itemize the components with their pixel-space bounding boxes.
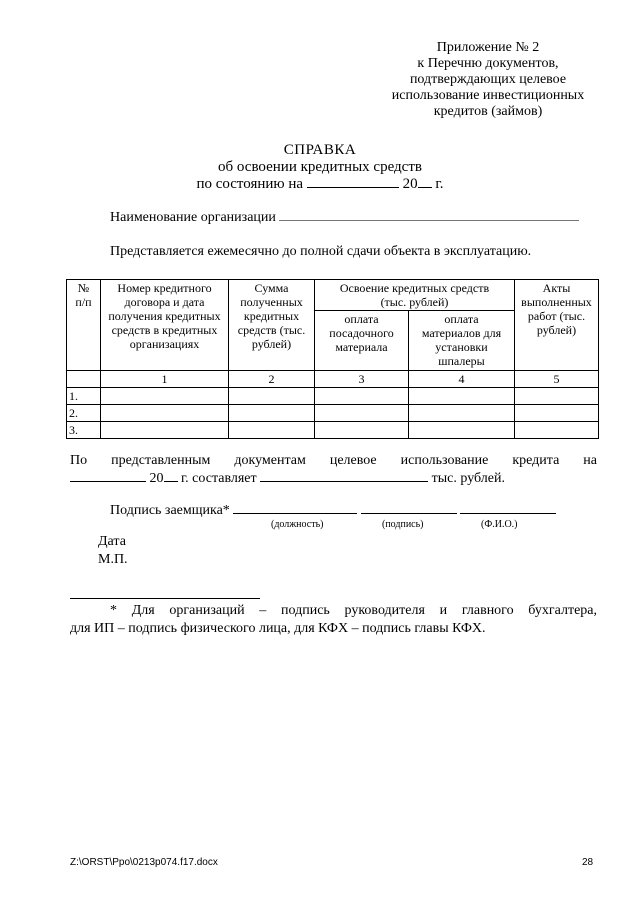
header-seedlings: оплата посадочного материала — [315, 311, 409, 371]
title-subtitle: об освоении кредитных средств — [218, 159, 422, 175]
table-cell — [409, 422, 515, 439]
table-cell — [67, 371, 101, 388]
appendix-line: подтверждающих целевое — [409, 72, 567, 87]
caption-name: (Ф.И.О.) — [481, 519, 518, 530]
organization-blank — [279, 220, 579, 221]
table-cell — [515, 405, 599, 422]
table-row — [67, 388, 599, 405]
appendix-line: кредитов (займов) — [433, 104, 543, 119]
footer-file-path: Z:\ORST\Ppo\0213p074.f17.docx — [70, 857, 218, 868]
usage-line-1: По представленным документам целевое использование кредита на — [70, 453, 597, 468]
caption-position: (должность) — [271, 519, 324, 530]
table-cell: 2. — [67, 405, 101, 422]
footnote-line-2: для ИП – подпись физического лица, для КФХ – подпись главы КФХ. — [70, 621, 486, 636]
footnote — [70, 602, 597, 638]
table-row — [67, 405, 599, 422]
date-label: Дата — [98, 534, 126, 549]
date-blank — [70, 481, 146, 482]
table-cell — [409, 405, 515, 422]
table-cell — [315, 388, 409, 405]
date-blank — [307, 187, 399, 188]
footnote-divider — [70, 598, 260, 599]
appendix-header — [368, 40, 608, 120]
table-cell — [409, 388, 515, 405]
year-blank — [418, 187, 432, 188]
signature-label: Подпись заемщика* — [110, 503, 230, 518]
table-cell — [229, 388, 315, 405]
appendix-line: к Перечню документов, — [417, 56, 559, 71]
header-development: Освоение кредитных средств (тыс. рублей) — [315, 280, 515, 311]
organization-label: Наименование организации — [110, 210, 276, 225]
date-stamp-block — [98, 533, 128, 569]
header-num: № п/п — [67, 280, 101, 371]
stamp-label: М.П. — [98, 552, 128, 567]
credit-table — [66, 279, 599, 439]
appendix-line: использование инвестиционных — [391, 88, 585, 103]
table-cell — [101, 405, 229, 422]
title-main: СПРАВКА — [283, 142, 357, 158]
table-cell — [101, 422, 229, 439]
table-cell — [515, 422, 599, 439]
usage-line-2: 20 г. составляет тыс. рублей. — [70, 470, 597, 488]
year-blank — [164, 481, 178, 482]
header-sum: Сумма полученных кредитных средств (тыс. рублей) — [229, 280, 315, 371]
table-cell: 1 — [101, 371, 229, 388]
organization-line — [110, 210, 579, 226]
table-cell: 3 — [315, 371, 409, 388]
table-cell — [229, 405, 315, 422]
document-title — [0, 142, 640, 193]
table-cell — [229, 422, 315, 439]
table-cell — [315, 422, 409, 439]
caption-signature: (подпись) — [382, 519, 424, 530]
table-row — [67, 422, 599, 439]
table-column-numbers — [67, 371, 599, 388]
table-cell: 2 — [229, 371, 315, 388]
header-trellis: оплата материалов для установки шпалеры — [409, 311, 515, 371]
table-cell: 4 — [409, 371, 515, 388]
table-cell — [515, 388, 599, 405]
footnote-line-1: * Для организаций – подпись руководителя и главного бухгалтера, — [110, 603, 597, 618]
table-cell — [101, 388, 229, 405]
table-cell — [315, 405, 409, 422]
submission-note: Представляется ежемесячно до полной сдачи объекта в эксплуатацию. — [110, 244, 532, 259]
table-header-row — [67, 280, 599, 311]
header-acts: Акты выполненных работ (тыс. рублей) — [515, 280, 599, 371]
position-blank — [233, 513, 357, 514]
footer-page-number: 28 — [582, 857, 594, 868]
table-cell: 3. — [67, 422, 101, 439]
title-date-line: по состоянию на 20 г. — [196, 176, 444, 192]
amount-blank — [260, 481, 428, 482]
usage-statement — [70, 452, 597, 488]
table-cell: 1. — [67, 388, 101, 405]
signature-line — [110, 503, 556, 519]
appendix-line: Приложение № 2 — [436, 40, 540, 55]
name-blank — [460, 513, 556, 514]
sign-blank — [361, 513, 457, 514]
header-contract: Номер кредитного договора и дата получения кредитных средств в кредитных организациях — [101, 280, 229, 371]
table-cell: 5 — [515, 371, 599, 388]
